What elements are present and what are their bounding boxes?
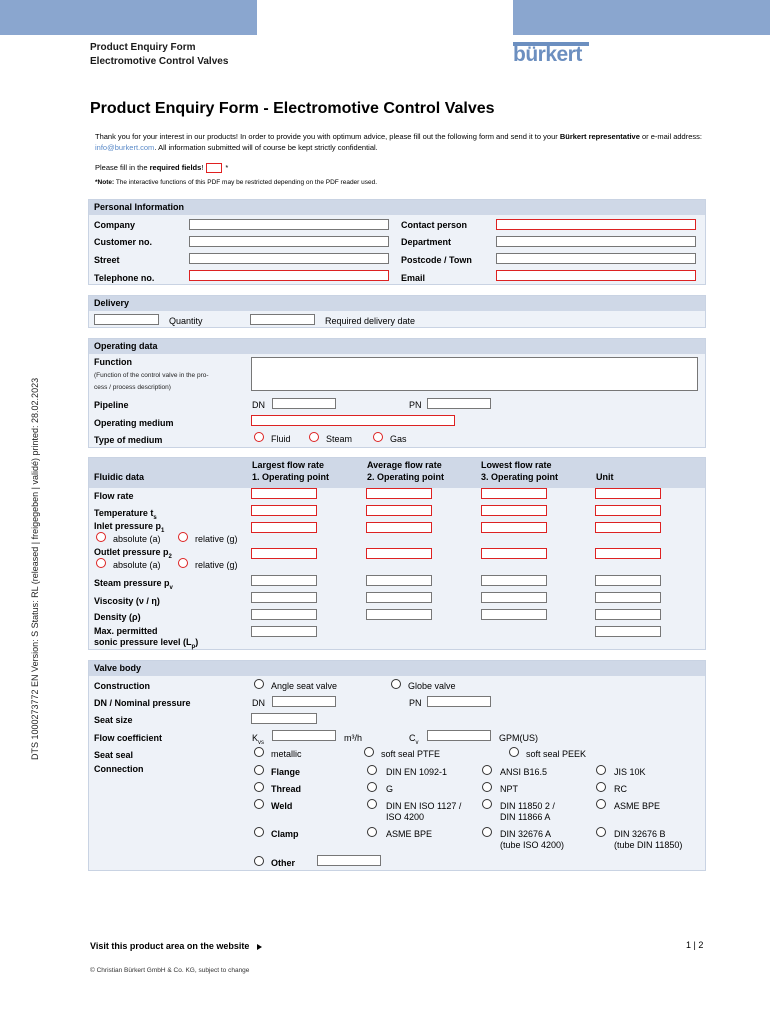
inlet-op3[interactable] xyxy=(481,522,547,533)
gas-radio[interactable] xyxy=(373,432,383,442)
col2-header-a: Average flow rate xyxy=(367,460,442,470)
function-textarea[interactable] xyxy=(251,357,698,391)
temperature-op3[interactable] xyxy=(481,505,547,516)
temperature-op1[interactable] xyxy=(251,505,317,516)
street-label: Street xyxy=(94,255,120,265)
operating-data-title: Operating data xyxy=(89,339,705,354)
steam-pressure-op3[interactable] xyxy=(481,575,547,586)
viscosity-op2[interactable] xyxy=(366,592,432,603)
telephone-label: Telephone no. xyxy=(94,273,155,283)
customer-no-input[interactable] xyxy=(189,236,389,247)
pipeline-pn-input[interactable] xyxy=(427,398,491,409)
clamp-radio[interactable] xyxy=(254,827,264,837)
header-line1: Product Enquiry Form xyxy=(90,42,196,53)
other-label: Other xyxy=(271,858,296,868)
inlet-op1[interactable] xyxy=(251,522,317,533)
din1092-label: DIN EN 1092-1 xyxy=(386,767,448,777)
thread-radio[interactable] xyxy=(254,782,264,792)
document-id-vertical: DTS 1000273772 EN Version: S Status: RL (released | freigegeben | validé) printed: 28.02.2023 xyxy=(30,377,40,760)
fluid-label: Fluid xyxy=(271,434,291,444)
intro-text: Thank you for your interest in our products! In order to provide you with optimum advice, please fill out the following form and send it to your Bürkert representative or e-mail address: info@burkert.com. All information submitted will of course be kept strictly confidential. xyxy=(95,132,702,152)
postcode-label: Postcode / Town xyxy=(401,255,472,265)
delivery-date-input[interactable] xyxy=(250,314,315,325)
seat-seal-label: Seat seal xyxy=(94,750,134,760)
din11850-label-a: DIN 11850 2 / xyxy=(500,801,555,811)
required-note: Please fill in the required fields! * xyxy=(95,163,229,172)
outlet-relative-radio[interactable] xyxy=(178,558,188,568)
fluidic-title: Fluidic data xyxy=(94,472,145,482)
flange-radio[interactable] xyxy=(254,765,264,775)
construction-label: Construction xyxy=(94,681,150,691)
personal-info-title: Personal Information xyxy=(89,200,705,215)
temperature-label: Temperature $t_s$ xyxy=(94,508,157,521)
temperature-op2[interactable] xyxy=(366,505,432,516)
peek-radio[interactable] xyxy=(509,747,519,757)
telephone-input[interactable] xyxy=(189,270,389,281)
cv-label: $C_v$ xyxy=(409,733,419,746)
asme-clamp-label: ASME BPE xyxy=(386,829,433,839)
peek-label: soft seal PEEK xyxy=(526,749,587,759)
inlet-relative-radio[interactable] xyxy=(178,532,188,542)
jis-radio[interactable] xyxy=(596,765,606,775)
viscosity-label: Viscosity (ν / η) xyxy=(94,596,160,606)
temperature-unit[interactable] xyxy=(595,505,661,516)
max-permitted-label: Max. permitted xyxy=(94,626,158,636)
steam-pressure-label: Steam pressure $p_v$ xyxy=(94,578,173,591)
flow-rate-op1[interactable] xyxy=(251,488,317,499)
email-input[interactable] xyxy=(496,270,696,281)
fluid-radio[interactable] xyxy=(254,432,264,442)
valve-pn-input[interactable] xyxy=(427,696,491,707)
pipeline-dn-label: DN xyxy=(252,400,265,410)
function-hint: (Function of the control valve in the pro- xyxy=(94,372,209,379)
burkert-logo: bürkert xyxy=(513,42,589,70)
ansi-radio[interactable] xyxy=(482,765,492,775)
steam-pressure-unit[interactable] xyxy=(595,575,661,586)
customer-no-label: Customer no. xyxy=(94,237,153,247)
flow-coefficient-label: Flow coefficient xyxy=(94,733,163,743)
ansi-label: ANSI B16.5 xyxy=(500,767,548,777)
page-number: 1 | 2 xyxy=(686,940,704,950)
inlet-unit[interactable] xyxy=(595,522,661,533)
density-op3[interactable] xyxy=(481,609,547,620)
density-op2[interactable] xyxy=(366,609,432,620)
viscosity-op1[interactable] xyxy=(251,592,317,603)
col1-header-a: Largest flow rate xyxy=(252,460,325,470)
iso1127-label-a: DIN EN ISO 1127 / xyxy=(386,801,462,811)
asme-weld-radio[interactable] xyxy=(596,799,606,809)
page-title: Product Enquiry Form - Electromotive Control Valves xyxy=(90,100,495,117)
header-band-right xyxy=(513,0,770,35)
weld-radio[interactable] xyxy=(254,799,264,809)
pipeline-label: Pipeline xyxy=(94,400,129,410)
valve-body-title: Valve body xyxy=(89,661,705,676)
email-label: Email xyxy=(401,273,426,283)
density-label: Density (ρ) xyxy=(94,612,141,622)
medium-label: Operating medium xyxy=(94,418,174,428)
flange-label: Flange xyxy=(271,767,301,777)
flow-rate-label: Flow rate xyxy=(94,491,134,501)
contact-input[interactable] xyxy=(496,219,696,230)
steam-label: Steam xyxy=(326,434,353,444)
pipeline-dn-input[interactable] xyxy=(272,398,336,409)
din32676a-radio[interactable] xyxy=(482,827,492,837)
seat-size-label: Seat size xyxy=(94,715,133,725)
postcode-input[interactable] xyxy=(496,253,696,264)
cv-input[interactable] xyxy=(427,730,491,741)
copyright: © Christian Bürkert GmbH & Co. KG, subject to change xyxy=(90,967,250,974)
col4-header: Unit xyxy=(596,472,614,482)
angle-seat-radio[interactable] xyxy=(254,679,264,689)
asme-clamp-radio[interactable] xyxy=(367,827,377,837)
website-link[interactable]: Visit this product area on the website xyxy=(90,941,262,951)
company-label: Company xyxy=(94,220,136,230)
kvs-input[interactable] xyxy=(272,730,336,741)
ptfe-radio[interactable] xyxy=(364,747,374,757)
type-label: Type of medium xyxy=(94,435,163,445)
valve-pn-label: PN xyxy=(409,698,422,708)
contact-label: Contact person xyxy=(401,220,468,230)
outlet-op1[interactable] xyxy=(251,548,317,559)
inlet-absolute-label: absolute (a) xyxy=(113,534,161,544)
rc-label: RC xyxy=(614,784,627,794)
viscosity-op3[interactable] xyxy=(481,592,547,603)
pdf-note: *Note: The interactive functions of this PDF may be restricted depending on the PDF reader used. xyxy=(95,179,378,186)
din1092-radio[interactable] xyxy=(367,765,377,775)
ptfe-label: soft seal PTFE xyxy=(381,749,441,759)
jis-label: JIS 10K xyxy=(614,767,646,777)
kvs-label: $K_{vs}$ xyxy=(252,733,265,746)
density-op1[interactable] xyxy=(251,609,317,620)
sonic-pressure-label: sonic pressure level $(L_p)$ xyxy=(94,637,199,650)
delivery-section xyxy=(88,295,706,328)
seat-size-input[interactable] xyxy=(251,713,317,724)
valve-dn-label: DN xyxy=(252,698,265,708)
col1-header-b: 1. Operating point xyxy=(252,472,330,482)
steam-radio[interactable] xyxy=(309,432,319,442)
gpm-label: GPM(US) xyxy=(499,733,538,743)
flow-rate-op2[interactable] xyxy=(366,488,432,499)
department-label: Department xyxy=(401,237,452,247)
outlet-op3[interactable] xyxy=(481,548,547,559)
density-unit[interactable] xyxy=(595,609,661,620)
g-radio[interactable] xyxy=(367,782,377,792)
m3h-label: m³/h xyxy=(344,733,362,743)
function-label: Function xyxy=(94,357,132,367)
outlet-op2[interactable] xyxy=(366,548,432,559)
asme-weld-label: ASME BPE xyxy=(614,801,661,811)
npt-radio[interactable] xyxy=(482,782,492,792)
clamp-label: Clamp xyxy=(271,829,299,839)
g-label: G xyxy=(386,784,394,794)
din11850-label-b: DIN 11866 A xyxy=(500,812,551,822)
metallic-label: metallic xyxy=(271,749,302,759)
din32676b-label: DIN 32676 B xyxy=(614,829,666,839)
outlet-relative-label: relative (g) xyxy=(195,560,238,570)
quantity-input[interactable] xyxy=(94,314,159,325)
medium-input[interactable] xyxy=(251,415,455,426)
thread-label: Thread xyxy=(271,784,302,794)
valve-dn-input[interactable] xyxy=(272,696,336,707)
iso1127-radio[interactable] xyxy=(367,799,377,809)
connection-label: Connection xyxy=(94,764,144,774)
flow-rate-op3[interactable] xyxy=(481,488,547,499)
angle-seat-label: Angle seat valve xyxy=(271,681,338,691)
header-band-left xyxy=(0,0,257,35)
din11850-radio[interactable] xyxy=(482,799,492,809)
email-link[interactable]: info@burkert.com xyxy=(95,143,155,152)
col2-header-b: 2. Operating point xyxy=(367,472,445,482)
npt-label: NPT xyxy=(500,784,518,794)
delivery-title: Delivery xyxy=(89,296,705,311)
inlet-absolute-radio[interactable] xyxy=(96,532,106,542)
din32676a-label-2: (tube ISO 4200) xyxy=(500,840,565,850)
inlet-pressure-label: Inlet pressure $p_1$ xyxy=(94,521,165,534)
header-line2: Electromotive Control Valves xyxy=(90,56,229,67)
outlet-pressure-label: Outlet pressure $p_2$ xyxy=(94,547,172,560)
steam-pressure-op1[interactable] xyxy=(251,575,317,586)
function-hint-2: cess / process description) xyxy=(94,384,171,391)
globe-valve-label: Globe valve xyxy=(408,681,456,691)
steam-pressure-op2[interactable] xyxy=(366,575,432,586)
valve-body-section xyxy=(88,660,706,871)
required-field-sample xyxy=(206,163,222,173)
globe-valve-radio[interactable] xyxy=(391,679,401,689)
street-input[interactable] xyxy=(189,253,389,264)
metallic-radio[interactable] xyxy=(254,747,264,757)
gas-label: Gas xyxy=(390,434,407,444)
other-radio[interactable] xyxy=(254,856,264,866)
flow-rate-unit[interactable] xyxy=(595,488,661,499)
operating-data-section xyxy=(88,338,706,448)
col3-header-a: Lowest flow rate xyxy=(481,460,552,470)
company-input[interactable] xyxy=(189,219,389,230)
outlet-absolute-label: absolute (a) xyxy=(113,560,161,570)
fluidic-data-section xyxy=(88,457,706,650)
din32676a-label: DIN 32676 A xyxy=(500,829,552,839)
col3-header-b: 3. Operating point xyxy=(481,472,559,482)
personal-info-section xyxy=(88,199,706,285)
sonic-pressure-unit[interactable] xyxy=(595,626,661,637)
din32676b-radio[interactable] xyxy=(596,827,606,837)
quantity-label: Quantity xyxy=(169,316,203,326)
weld-label: Weld xyxy=(271,801,293,811)
rc-radio[interactable] xyxy=(596,782,606,792)
iso1127-label-b: ISO 4200 xyxy=(386,812,425,822)
din32676b-label-2: (tube DIN 11850) xyxy=(614,840,683,850)
dn-nominal-label: DN / Nominal pressure xyxy=(94,698,191,708)
outlet-unit[interactable] xyxy=(595,548,661,559)
inlet-op2[interactable] xyxy=(366,522,432,533)
other-input[interactable] xyxy=(317,855,381,866)
department-input[interactable] xyxy=(496,236,696,247)
delivery-date-label: Required delivery date xyxy=(325,316,416,326)
inlet-relative-label: relative (g) xyxy=(195,534,238,544)
pipeline-pn-label: PN xyxy=(409,400,422,410)
sonic-pressure-op1[interactable] xyxy=(251,626,317,637)
arrow-right-icon xyxy=(257,944,262,950)
outlet-absolute-radio[interactable] xyxy=(96,558,106,568)
viscosity-unit[interactable] xyxy=(595,592,661,603)
